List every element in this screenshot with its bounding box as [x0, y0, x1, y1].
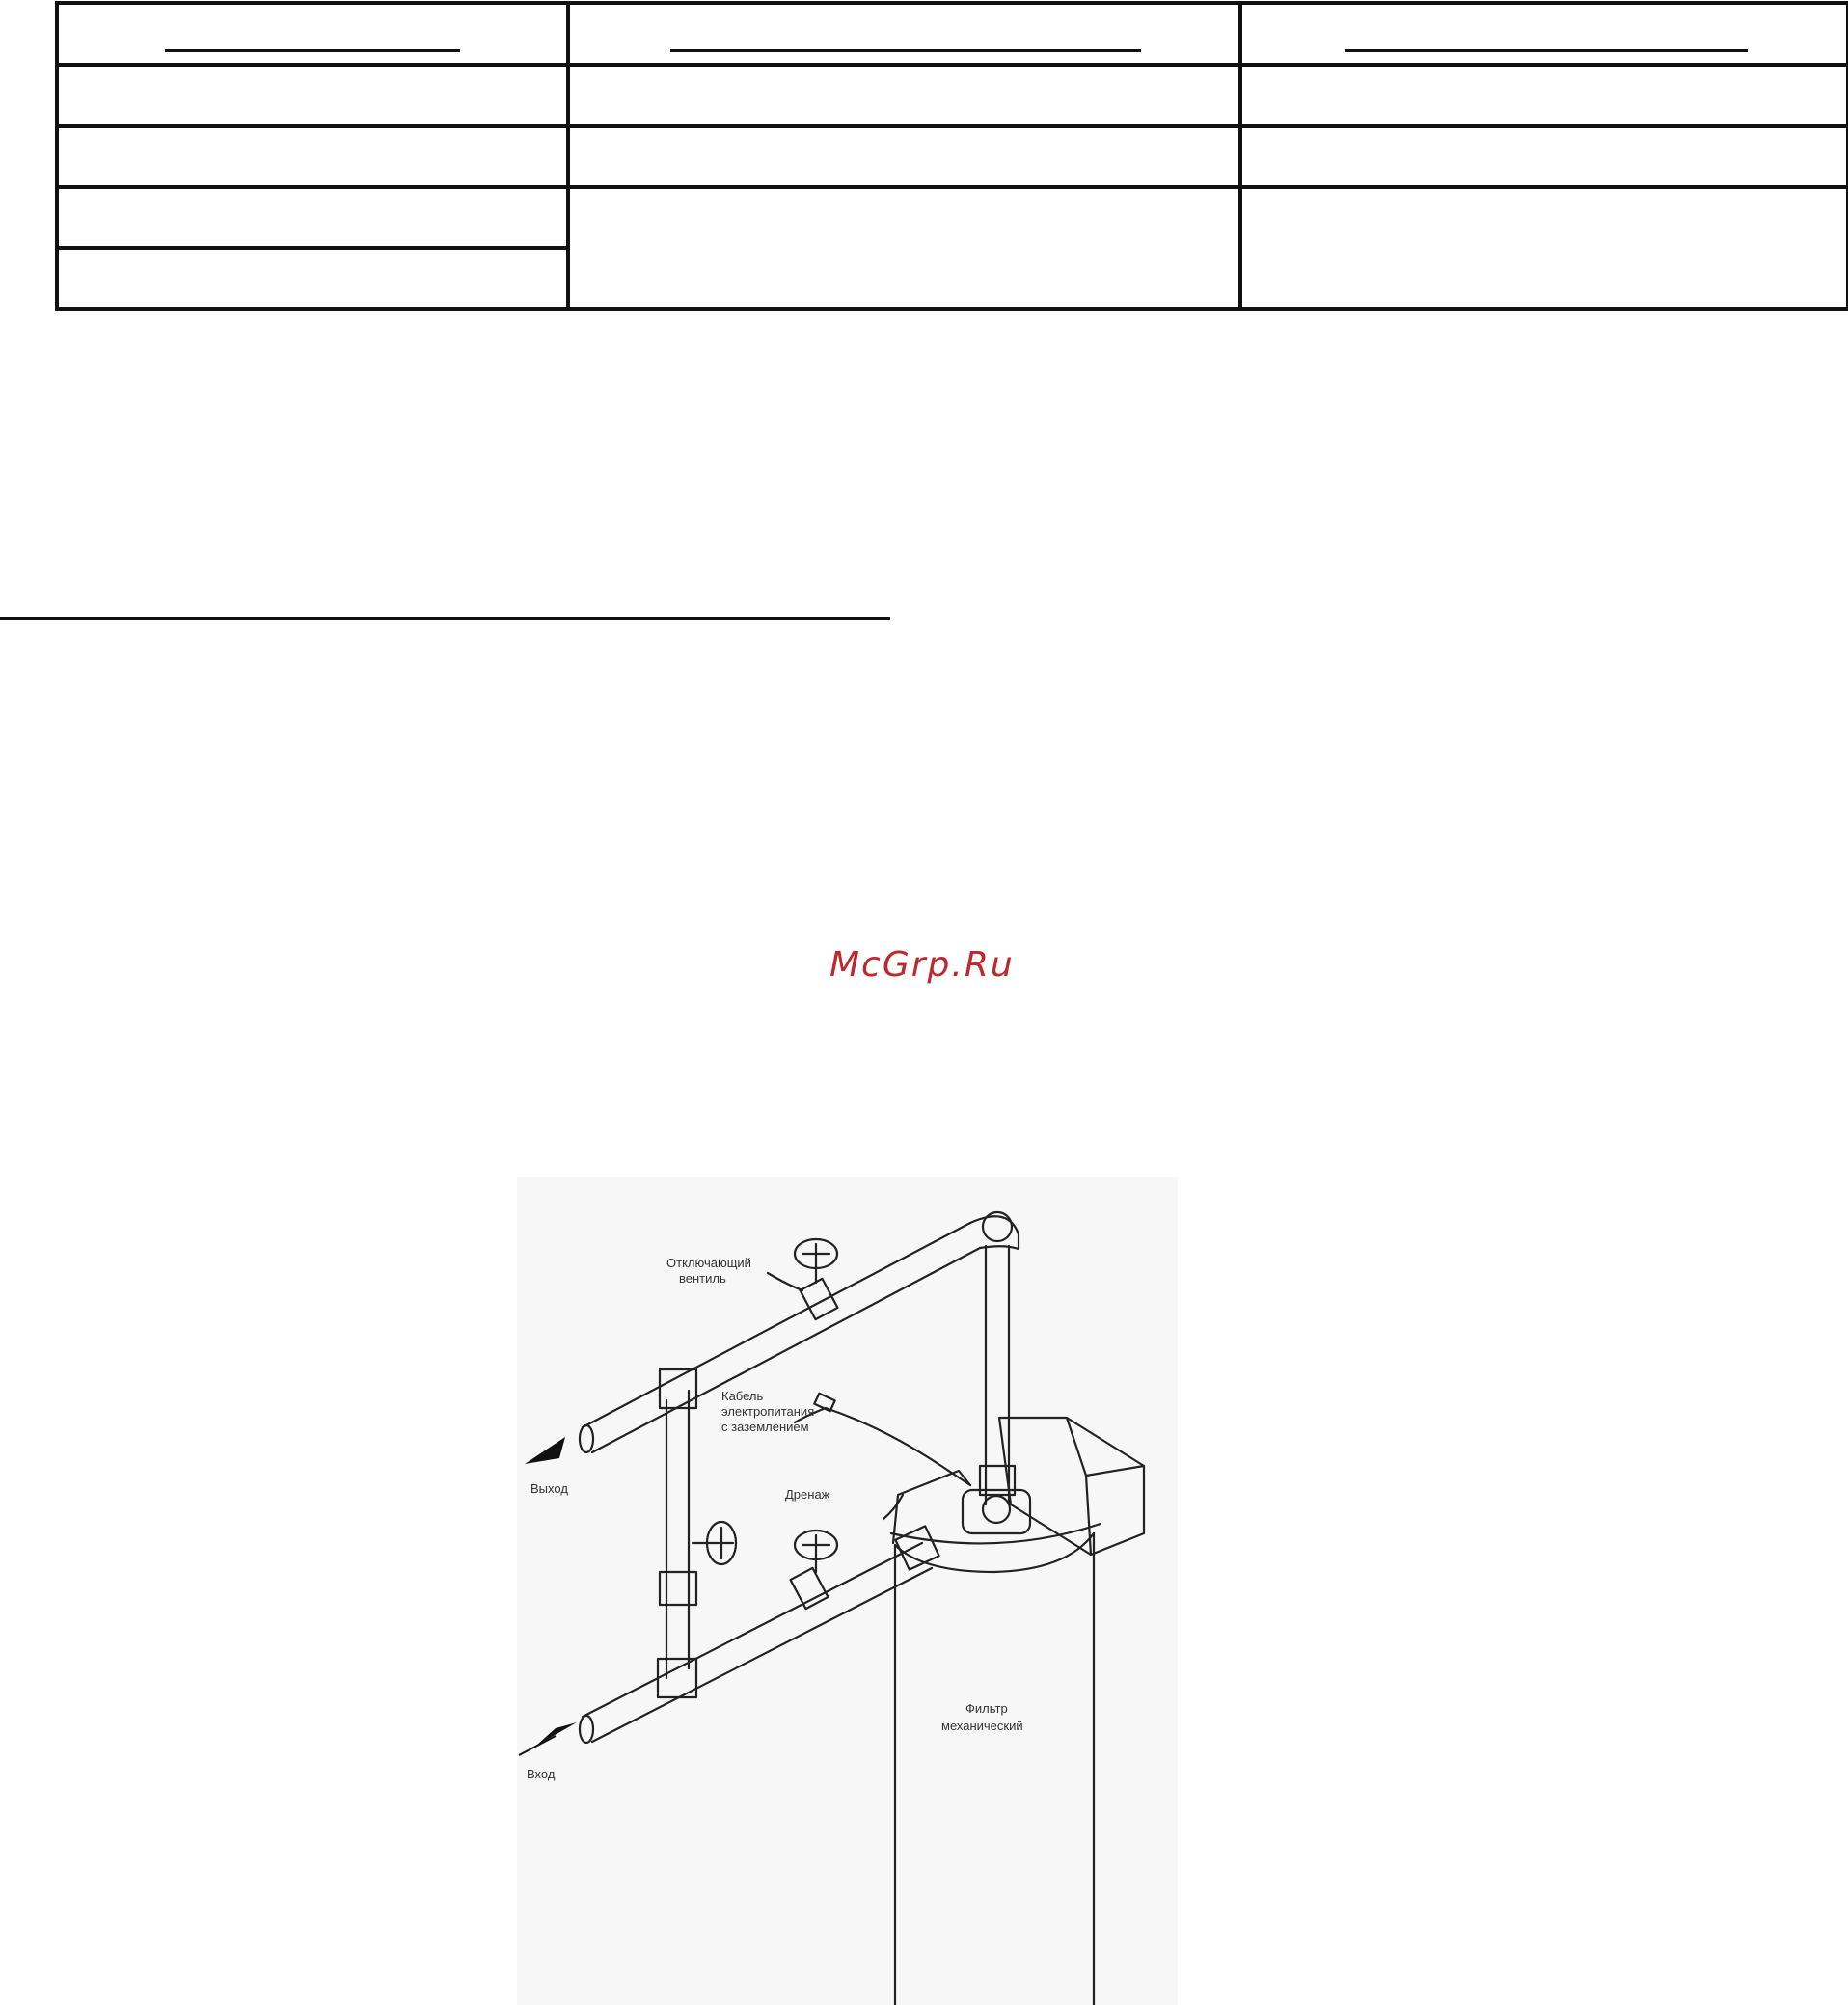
table-row — [57, 126, 1848, 187]
shutoff-valve-bypass — [693, 1522, 736, 1564]
table-cell — [57, 187, 568, 248]
table-cell — [568, 126, 1240, 187]
bypass-pipe — [658, 1369, 696, 1697]
riser-pipe — [980, 1246, 1015, 1504]
table-cell — [57, 65, 568, 126]
filter-valve-head — [963, 1490, 1030, 1533]
label-shutoff-valve: вентиль — [679, 1271, 726, 1286]
section-divider — [0, 617, 890, 620]
drain-tube — [893, 1471, 970, 1543]
label-drain: Дренаж — [785, 1487, 830, 1502]
spec-table — [55, 1, 1848, 311]
inlet-pipe — [580, 1526, 939, 1743]
label-filter: механический — [941, 1719, 1023, 1733]
diagram-svg — [517, 1177, 1178, 2005]
table-cell-merged — [568, 187, 1240, 309]
table-cell — [57, 248, 568, 309]
label-inlet: Вход — [527, 1767, 556, 1781]
header-underline — [165, 49, 460, 52]
table-cell-merged — [1240, 187, 1848, 309]
header-underline — [670, 49, 1141, 52]
label-power-cable: электропитания — [721, 1404, 815, 1419]
label-filter: Фильтр — [965, 1701, 1008, 1716]
watermark: McGrp.Ru — [829, 945, 1015, 985]
filter-tank — [891, 1524, 1101, 2005]
table-header-row — [57, 3, 1848, 65]
shutoff-valve-bottom — [795, 1531, 837, 1572]
label-power-cable: с заземлением — [721, 1420, 809, 1434]
table-row — [57, 187, 1848, 248]
header-cell-3 — [1240, 3, 1848, 65]
label-shutoff-valve: Отключающий — [666, 1256, 751, 1270]
header-underline — [1345, 49, 1748, 52]
installation-diagram — [517, 1177, 1178, 2005]
label-outlet: Выход — [530, 1481, 568, 1496]
table-cell — [568, 65, 1240, 126]
header-cell-1 — [57, 3, 568, 65]
table-cell — [1240, 126, 1848, 187]
table-cell — [57, 126, 568, 187]
label-power-cable: Кабель — [721, 1389, 764, 1403]
shutoff-valve-top — [795, 1239, 837, 1283]
header-cell-2 — [568, 3, 1240, 65]
table-row — [57, 65, 1848, 126]
table-cell — [1240, 65, 1848, 126]
outlet-arrow-icon — [525, 1437, 565, 1464]
